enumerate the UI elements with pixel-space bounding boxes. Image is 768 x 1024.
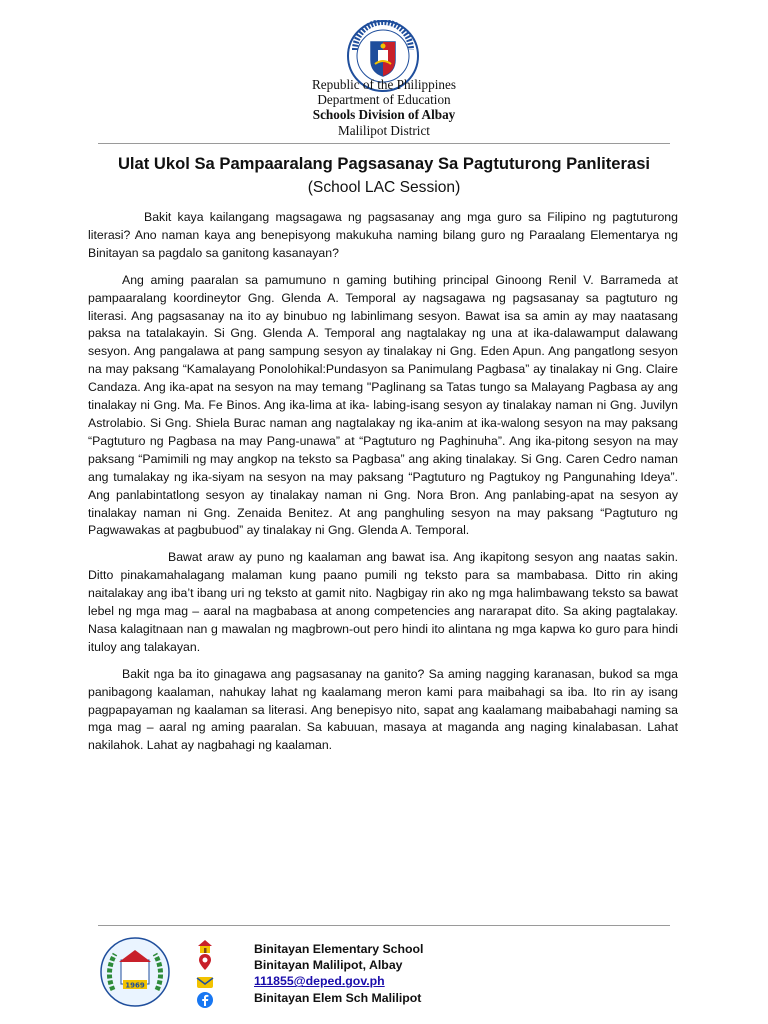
footer-divider [98, 925, 670, 926]
school-address: Binitayan Malilipot, Albay [254, 958, 403, 973]
school-name: Binitayan Elementary School [254, 942, 424, 956]
facebook-page[interactable]: Binitayan Elem Sch Malilipot [254, 990, 422, 1005]
paragraph-sessions: Ang aming paaralan sa pamumuno n gaming butihing principal Ginoong Renil V. Barrameda at pampaaralang koordineytor Gng. Glenda A. Temporal ay nagsagawa ng pagsasanay sa pagtuturo ng literasi. Ang pagsasanay na ito ay binubuo ng labinlimang sesyon. Bawat isa sa amin ay may naatasang paksa na tatalakayin. Si Gng. Glenda A. Temporal ang nagtalakay ng una at ika-dalawamput dalawang sesyon. Ang pangalawa at pang sampung sesyon ay tinalakay ni Gng. Eden Apun. Ang pangatlong sesyon na may paksang “Kamalayang Ponolohikal:Pundasyon sa Panimulang Pagbasa” ay tinalakay ni Gng. Claire Candaza. Ang ika-apat na sesyon na may temang "Paglinang sa Tatas tungo sa Malayang Pagbasa ay ang tinalakay ni Gng. Ma. Fe Binos. Ang ika-lima at ika- labing-isang sesyon ay tinalakay naman ni Gng. Juvilyn Astrolabio. Si Gng. Shiela Burac naman ang nagtalakay ng ika-anim at ika-walong sesyon na may paksang “Pagtuturo ng Pagbasa na may Pang-unawa” at “Pagtuturo ng Paghinuha”. Ang ika-pitong sesyon na may paksang “Pamimili ng may angkop na teksto sa Pagbasa” ang aking tinalakay. Si Gng. Caren Cedro naman ang tumalakay ng ika-siyam na sesyon na may paksang “Pagtuturo ng Pagtukoy ng Pangunahing Ideya”. Ang panlabintatlong sesyon ay tinalakay naman ni Gng. Nora Bron. Ang panlabing-apat na sesyon ay tinalakay naman ni Gng. Zenaida Benitez. At ang panghuling sesyon na may paksang “Pagtuturo ng Pagwawakas at pagbubuod” ay tinalakay ni Gng. Glenda A. Temporal. [88, 272, 678, 538]
paragraph-intro: Bakit kaya kailangang magsagawa ng pagsasanay ang mga guro sa Filipino ng pagtuturong literasi? Ano naman kaya ang benepisyong makukuha naming bilang guro ng Paraalang Elementarya ng Binitayan sa pagdalo sa ganitong kasanayan? [88, 210, 678, 260]
republic-line: Republic of the Philippines [312, 77, 456, 92]
department-line: Department of Education [317, 92, 451, 108]
division-line: Schools Division of Albay [312, 107, 456, 123]
report-body [88, 209, 678, 764]
paragraph-conclusion: Bakit nga ba ito ginagawa ang pagsasanay na ganito? Sa aming nagging karanasan, bukod sa mga panibagong kaalaman, nahukay lahat ng kaalamang meron kami para maibahagi sa iba. Ito rin ay isang pagpapayaman ng kaalaman sa literasi. Ang benepisyo nito, sapat ang kaalamang maibabahagi naming sa mga mag – aaral ng aming paaralan. Sa kabuuan, masaya at maganda ang naging kinalabasan. Lahat nakilahok. Lahat ay nagbahagi ng kaalaman. [88, 666, 678, 753]
header-divider [98, 143, 670, 144]
location-pin-icon [196, 953, 214, 971]
paragraph-seventh-session: Bawat araw ay puno ng kaalaman ang bawat isa. Ang ikapitong sesyon ang naatas sakin. Ditto pinakamahalagang malaman kung paano pumili ng teksto para sa mambabasa. Ditto rin aking naitalakay ang iba’t ibang uri ng teksto at gamit nito. Nagbigay rin ako ng mga halimbawang teksto sa bawat lebel ng mga mag – aaral na magbabasa at anong competencies ang nararapat dito. Sa aking pagtalakay. Nasa kalagitnaan nan g mawalan ng magbrown-out pero hindi ito alintana ng mga kapwa ko guro para hindi ituloy ang talakayan. [88, 550, 678, 654]
email-icon [196, 973, 214, 991]
report-subtitle: (School LAC Session) [307, 179, 461, 196]
logo-year: 1969 [125, 981, 145, 990]
letterhead [0, 77, 768, 138]
report-title: Ulat Ukol Sa Pampaaralang Pagsasanay Sa Pagtuturong Panliterasi [117, 154, 651, 173]
facebook-icon [196, 991, 214, 1009]
email-link[interactable]: 111855@deped.gov.ph [254, 974, 385, 989]
footer-contact [254, 941, 423, 1006]
district-line: Malilipot District [338, 122, 430, 138]
school-logo [99, 936, 171, 1008]
